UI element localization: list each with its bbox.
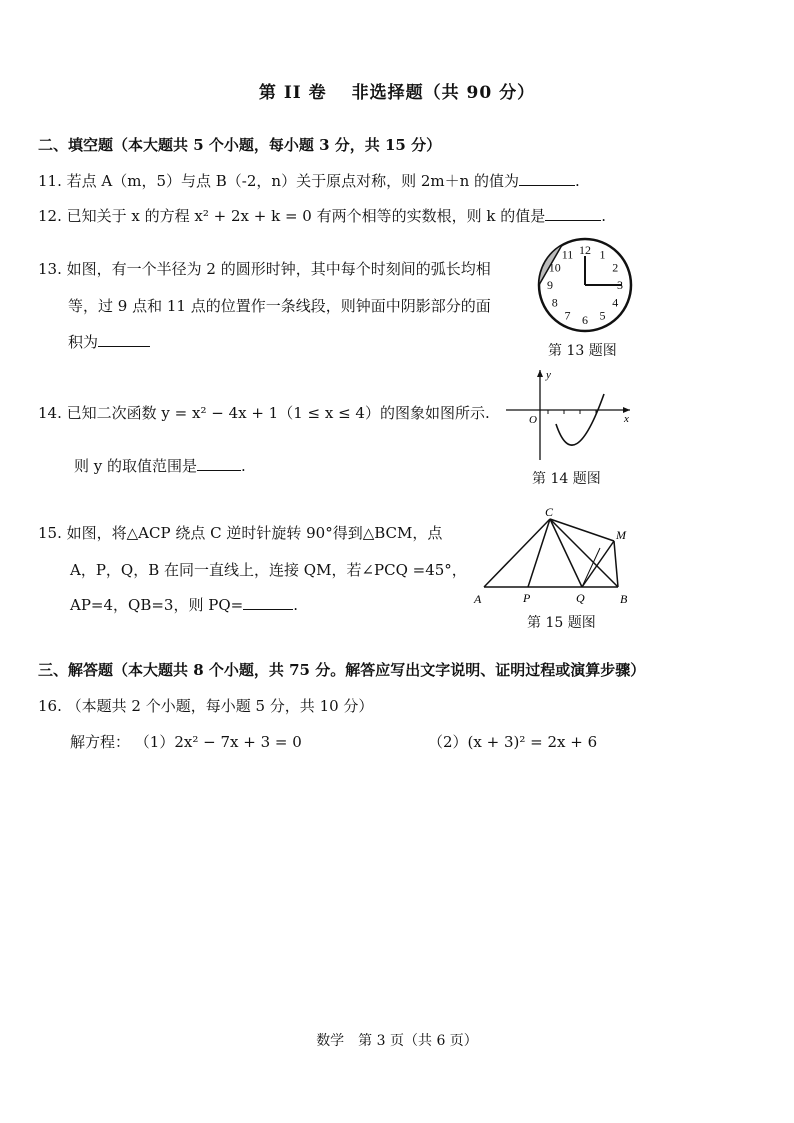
figure-14-caption: 第 14 题图 [532, 471, 601, 487]
clock-number: 1 [599, 247, 606, 262]
page-title: 第 II 卷 非选择题（共 90 分） [258, 83, 536, 103]
triangle-figure [470, 505, 640, 607]
clock-figure [530, 228, 640, 338]
point-C-label: C [545, 505, 554, 519]
point-B-label: B [620, 592, 628, 606]
question-text-line1: 如图，将△ACP 绕点 C 逆时针旋转 90°得到△BCM，点 [66, 524, 443, 542]
answer-blank [519, 171, 575, 186]
question-11 [38, 170, 580, 191]
clock-number: 3 [617, 278, 623, 292]
question-number: 12. [38, 207, 62, 225]
point-A-label: A [474, 592, 482, 606]
origin-label: O [529, 414, 537, 426]
question-16 [38, 695, 373, 716]
clock-number: 6 [582, 313, 588, 327]
question-text: 已知关于 x 的方程 x² + 2x + k = 0 有两个相等的实数根，则 k 的值是 [66, 207, 546, 225]
clock-number: 8 [551, 295, 558, 310]
question-16-part2: （2）(x + 3)² = 2x + 6 [428, 733, 598, 751]
point-Q-label: Q [576, 591, 585, 605]
point-P-label: P [523, 591, 531, 605]
question-text-line2: 则 y 的取值范围是 [74, 457, 198, 475]
question-number: 16. [38, 697, 62, 715]
figure-13-caption: 第 13 题图 [548, 343, 617, 359]
question-end: . [601, 207, 607, 225]
answer-blank [545, 206, 601, 221]
question-15-line2: A，P，Q，B 在同一直线上，连接 QM，若∠PCQ =45°， [70, 561, 467, 579]
question-text: 若点 A（m，5）与点 B（-2，n）关于原点对称，则 2m＋n 的值为 [66, 172, 520, 190]
clock-number: 5 [599, 308, 606, 323]
clock-number: 2 [612, 260, 619, 275]
question-13-line2: 等，过 9 点和 11 点的位置作一条线段，则钟面中阴影部分的面 [68, 297, 491, 315]
clock-number: 7 [564, 308, 571, 323]
question-end: . [241, 457, 246, 475]
question-number: 13. [38, 260, 62, 278]
question-end: . [293, 596, 298, 614]
y-axis-label: y [546, 369, 551, 381]
answer-blank [197, 456, 241, 471]
question-16-part1 [70, 731, 302, 752]
section-fill-in-heading: 二、填空题（本大题共 5 个小题，每小题 3 分，共 15 分） [38, 136, 442, 154]
point-M-label: M [616, 528, 626, 542]
question-12 [38, 205, 606, 226]
clock-number: 9 [547, 278, 553, 292]
equation-1: （1）2x² − 7x + 3 = 0 [134, 733, 302, 751]
question-15-line3 [70, 594, 298, 615]
question-15 [38, 522, 442, 543]
question-text-line1: 如图，有一个半径为 2 的圆形时钟，其中每个时刻间的弧长均相 [66, 260, 491, 278]
question-13 [38, 258, 491, 279]
question-number: 11. [38, 172, 62, 190]
clock-number: 12 [579, 243, 591, 257]
question-text-line3: AP=4，QB=3，则 PQ= [70, 596, 244, 614]
question-14 [38, 402, 490, 423]
question-text: 已知二次函数 y = x² − 4x + 1（1 ≤ x ≤ 4）的图象如图所示. [66, 404, 490, 422]
page-footer: 数学 第 3 页（共 6 页） [316, 1033, 478, 1049]
clock-number: 10 [548, 260, 561, 275]
question-number: 15. [38, 524, 62, 542]
question-text-line3: 积为 [68, 333, 99, 351]
question-14-line2 [74, 455, 246, 476]
solve-label: 解方程： [70, 733, 131, 751]
question-13-line3 [68, 331, 150, 352]
clock-number: 11 [561, 247, 574, 262]
answer-blank [98, 332, 150, 347]
section-answer-heading: 三、解答题（本大题共 8 个小题，共 75 分。解答应写出文字说明、证明过程或演算步骤） [38, 661, 646, 679]
answer-blank [243, 595, 293, 610]
question-number: 14. [38, 404, 62, 422]
question-end: . [575, 172, 580, 190]
clock-number: 4 [612, 295, 619, 310]
question-intro: （本题共 2 个小题，每小题 5 分，共 10 分） [66, 697, 374, 715]
figure-15-caption: 第 15 题图 [527, 615, 596, 631]
parabola-graph [500, 366, 640, 462]
x-axis-label: x [624, 413, 629, 425]
